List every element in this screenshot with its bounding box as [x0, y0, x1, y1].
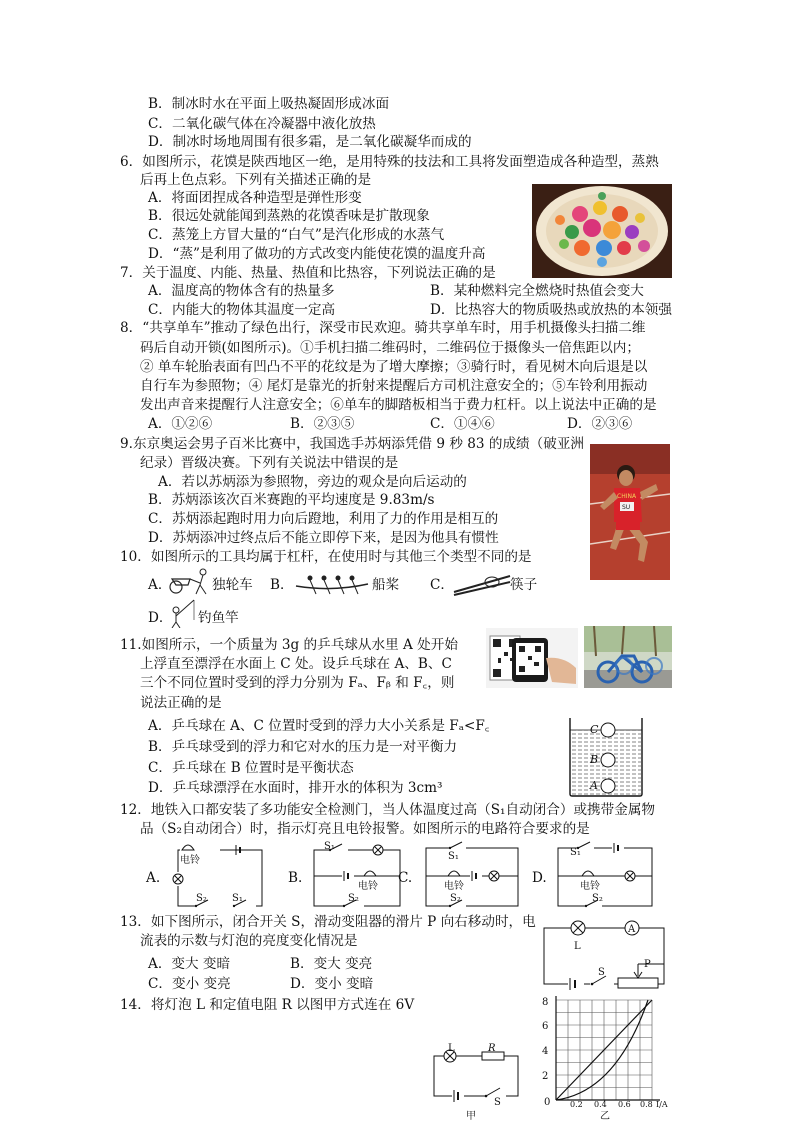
- q6-option-a: A．将面团捏成各种造型是弹性形变: [148, 190, 362, 206]
- q14-line1: 14．将灯泡 L 和定值电阻 R 以图甲方式连在 6V: [120, 997, 415, 1013]
- q12-line2: 品（S₂自动闭合）时，指示灯亮且电铃报警。如图所示的电路符合要求的是: [140, 821, 590, 837]
- circuit-c: [420, 840, 522, 910]
- q9-line2: 纪录）晋级决赛。下列有关说法中错误的是: [140, 455, 399, 471]
- q11-line4: 说法正确的是: [140, 695, 222, 711]
- circuit-b: [304, 838, 404, 910]
- graph-x-tick-0.2: 0.2: [570, 1100, 583, 1109]
- q9-option-b: B．苏炳添该次百米赛跑的平均速度是 9.83m/s: [148, 492, 435, 508]
- q6-stem-line2: 后再上色点彩。下列有关描述正确的是: [140, 172, 372, 188]
- q13-option-b: B．变大 变亮: [290, 956, 373, 972]
- graph-x-tick-0.8: 0.8: [640, 1100, 653, 1109]
- q14-lamp-label: L: [448, 1043, 455, 1054]
- q14-resistor-label: R: [488, 1043, 496, 1054]
- sprinter-photo: [590, 444, 670, 580]
- q12-d-label: D.: [532, 870, 547, 886]
- circuit-c-s2: S₂: [450, 893, 461, 904]
- graph-x-tick-0.4: 0.4: [594, 1100, 607, 1109]
- q14-yi-label: 乙: [600, 1111, 610, 1122]
- circuit-d-s1: S₁: [570, 847, 581, 858]
- q13-line1: 13．如下图所示，闭合开关 S，滑动变阻器的滑片 P 向右移动时，电: [120, 914, 536, 930]
- q10-a-letter: A．: [148, 577, 172, 593]
- q8-line4: 自行车为参照物；④ 尾灯是靠光的折射来提醒后方司机注意安全的；⑤车铃利用振动: [140, 378, 648, 394]
- q9-option-d: D．苏炳添冲过终点后不能立即停下来，是因为他具有惯性: [148, 530, 499, 546]
- graph-yi: [536, 994, 672, 1110]
- q9-option-a: A．若以苏炳添为参照物，旁边的观众是向后运动的: [158, 474, 467, 490]
- q13-option-c: C．变小 变亮: [148, 976, 231, 992]
- graph-origin: 0: [544, 1097, 551, 1108]
- q9-option-c: C．苏炳添起跑时用力向后蹬地，利用了力的作用是相互的: [148, 511, 499, 527]
- bib-text: SU: [622, 504, 631, 511]
- circuit-b-s1: S₁: [324, 841, 335, 852]
- q7-option-c: C．内能大的物体其温度一定高: [148, 302, 336, 318]
- q7-option-a: A．温度高的物体含有的热量多: [148, 283, 335, 299]
- graph-y-tick-2: 2: [542, 1071, 549, 1082]
- graph-y-tick-4: 4: [542, 1046, 549, 1057]
- qr-scan-photo: [486, 628, 578, 688]
- circuit-b-s2: S₂: [348, 893, 359, 904]
- circuit-q13: [540, 914, 668, 990]
- chopsticks-icon: [452, 570, 512, 596]
- q7-option-d: D．比热容大的物质吸热或放热的本领强: [430, 302, 672, 318]
- q10-stem: 10．如图所示的工具均属于杠杆，在使用时与其他三个类型不同的是: [120, 549, 532, 565]
- shared-bikes-photo: [584, 626, 672, 688]
- q8-line3: ② 单车轮胎表面有凹凸不平的花纹是为了增大摩擦；③骑行时，看见树木向后退是以: [140, 359, 648, 375]
- q13-option-a: A．变大 变暗: [148, 956, 231, 972]
- circuit-c-bell: 电铃: [444, 881, 464, 892]
- q10-d-label: 钓鱼竿: [198, 610, 239, 626]
- q10-b-label: 船桨: [372, 577, 400, 593]
- circuit-a-s1: S₁: [232, 893, 243, 904]
- circuit-a-bell: 电铃: [180, 855, 200, 866]
- q10-d-letter: D．: [148, 610, 173, 626]
- q8-option-d: D．②③⑥: [567, 416, 633, 432]
- q10-b-letter: B．: [270, 577, 294, 593]
- q10-a-label: 独轮车: [212, 577, 253, 593]
- circuit-c-s1: S₁: [448, 851, 459, 862]
- huamo-photo: [532, 184, 672, 278]
- q5-option-d: D．制冰时场地周围有很多霜，是二氧化碳凝华而成的: [148, 134, 472, 150]
- q8-line5: 发出声音来提醒行人注意安全；⑥单车的脚踏板相当于费力杠杆。以上说法中正确的是: [140, 397, 657, 413]
- q11-option-a: A．乒乓球在 A、C 位置时受到的浮力大小关系是 Fₐ<F꜀: [148, 718, 490, 734]
- q10-c-label: 筷子: [510, 577, 538, 593]
- q8-line1: 8．“共享单车”推动了绿色出行，深受市民欢迎。骑共享单车时，用手机摄像头扫描二维: [120, 320, 646, 336]
- q6-option-b: B．很远处就能闻到蒸熟的花馍香味是扩散现象: [148, 208, 430, 224]
- q14-jia-label: 甲: [466, 1111, 476, 1122]
- q8-line2: 码后自动开锁(如图所示)。①手机扫描二维码时，二维码位于摄像头一倍焦距以内；: [140, 340, 640, 356]
- q8-option-c: C．①④⑥: [430, 416, 495, 432]
- circuit-d-bell: 电铃: [580, 881, 600, 892]
- circuit-jia: [430, 1040, 522, 1106]
- circuit-a: [166, 836, 266, 908]
- q8-option-a: A．①②⑥: [148, 416, 213, 432]
- q13-option-d: D．变小 变暗: [290, 976, 374, 992]
- q12-b-label: B.: [288, 870, 303, 886]
- wheelbarrow-icon: [166, 567, 210, 595]
- q13-line2: 流表的示数与灯泡的亮度变化情况是: [140, 933, 358, 949]
- q7-option-b: B．某种燃料完全燃烧时热值会变大: [430, 283, 644, 299]
- q12-a-label: A.: [146, 870, 161, 886]
- q13-lamp-label: L: [574, 941, 581, 952]
- q11-line1: 11.如图所示，一个质量为 3g 的乒乓球从水里 A 处开始: [120, 637, 458, 653]
- q11-option-b: B．乒乓球受到的浮力和它对水的压力是一对平衡力: [148, 739, 458, 755]
- ball-label-b: B: [590, 753, 599, 766]
- graph-y-tick-8: 8: [542, 997, 549, 1008]
- circuit-d: [552, 840, 656, 910]
- q12-c-label: C.: [398, 870, 413, 886]
- q6-stem-line1: 6．如图所示，花馍是陕西地区一绝，是用特殊的技法和工具将发面塑造成各种造型，蒸熟: [120, 154, 659, 170]
- q13-slider-label: P: [644, 959, 651, 970]
- q6-option-c: C．蒸笼上方冒大量的“白气”是汽化形成的水蒸气: [148, 227, 445, 243]
- q11-line2: 上浮直至漂浮在水面上 C 处。设乒乓球在 A、B、C: [140, 656, 452, 672]
- graph-x-tick-0.6: 0.6: [618, 1100, 631, 1109]
- beaker-diagram: [566, 716, 646, 798]
- graph-x-unit: I/A: [656, 1100, 668, 1109]
- graph-y-tick-6: 6: [542, 1021, 549, 1032]
- fishing-rod-icon: [166, 598, 196, 628]
- q5-option-c: C．二氧化碳气体在冷凝器中液化放热: [148, 116, 376, 132]
- q11-option-d: D．乒乓球漂浮在水面时，排开水的体积为 3cm³: [148, 780, 443, 796]
- q5-option-b: B．制冰时水在平面上吸热凝固形成冰面: [148, 96, 390, 112]
- rowing-boat-icon: [294, 570, 370, 596]
- q11-option-c: C．乒乓球在 B 位置时是平衡状态: [148, 760, 354, 776]
- q13-ammeter-label: A: [628, 924, 636, 935]
- q6-option-d: D．“蒸”是利用了做功的方式改变内能使花馍的温度升高: [148, 246, 486, 262]
- shirt-text: CHINA: [617, 493, 637, 500]
- q7-stem: 7．关于温度、内能、热量、热值和比热容，下列说法正确的是: [120, 265, 496, 281]
- q9-line1: 9.东京奥运会男子百米比赛中，我国选手苏炳添凭借 9 秒 83 的成绩（破亚洲: [120, 436, 585, 452]
- ball-label-c: C: [590, 723, 599, 736]
- circuit-a-s2: S₂: [196, 893, 207, 904]
- q8-option-b: B．②③⑤: [290, 416, 355, 432]
- circuit-b-bell: 电铃: [358, 881, 378, 892]
- q14-switch-label: S: [494, 1097, 501, 1108]
- q12-line1: 12．地铁入口都安装了多功能安全检测门，当人体温度过高（S₁自动闭合）或携带金属物: [120, 802, 656, 818]
- q10-c-letter: C．: [430, 577, 454, 593]
- q11-line3: 三个不同位置时受到的浮力分别为 Fₐ、Fᵦ 和 F꜀，则: [140, 675, 455, 691]
- ball-label-a: A: [590, 779, 598, 792]
- q13-switch-label: S: [598, 967, 605, 978]
- circuit-d-s2: S₂: [592, 893, 603, 904]
